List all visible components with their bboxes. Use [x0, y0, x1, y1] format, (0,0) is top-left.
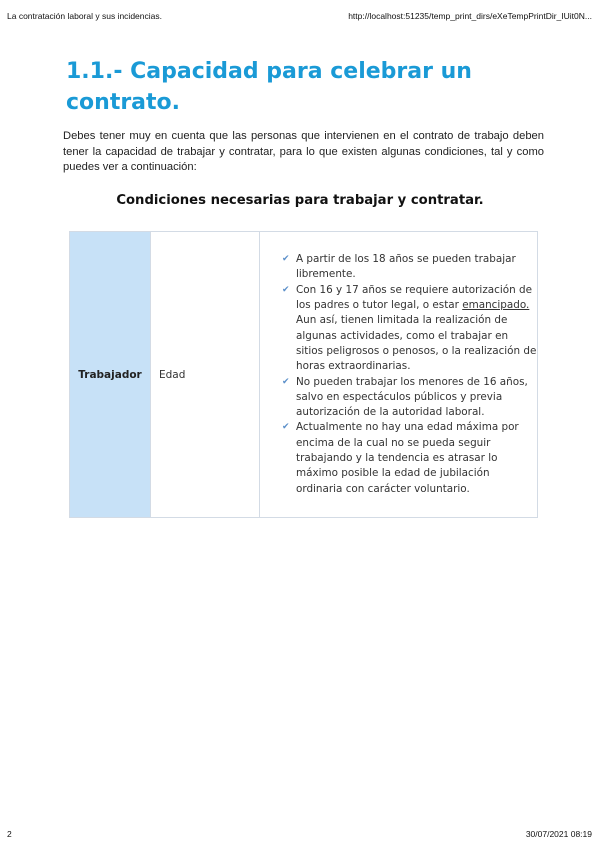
section-title: 1.1.- Capacidad para celebrar un contrato. — [66, 59, 472, 115]
table-subtitle: Condiciones necesarias para trabajar y contratar. — [116, 193, 484, 208]
header-doc-title: La contratación laboral y sus incidencias. — [7, 11, 162, 21]
list-item — [282, 420, 537, 496]
conditions-table — [69, 231, 538, 518]
check-icon: ✔ — [282, 284, 290, 295]
check-icon: ✔ — [282, 422, 290, 433]
list-item — [282, 375, 537, 421]
emancipado-link[interactable]: emancipado. — [462, 299, 530, 312]
footer-page-number: 2 — [7, 829, 12, 839]
condition-text: No pueden trabajar los menores de 16 años, salvo en espectáculos públicos y previa autorización de la autoridad laboral. — [296, 375, 528, 419]
header-url: http://localhost:51235/temp_print_dirs/eXeTempPrintDir_IUit0N... — [348, 11, 592, 21]
conditions-list — [260, 252, 537, 497]
list-item — [282, 252, 537, 283]
condition-text: Con 16 y 17 años se requiere autorización de los padres o tutor legal, o estar — [296, 283, 532, 312]
check-icon: ✔ — [282, 376, 290, 387]
condition-text: Actualmente no hay una edad máxima por encima de la cual no se pueda seguir trabajando y la tendencia es atrasar lo máximo posible la edad de jubilación ordinaria con carácter voluntario. — [296, 421, 519, 495]
condition-text-cont: Aun así, tienen limitada la realización de algunas actividades, como el trabajar en sitios peligrosos o penosos, o la realización de horas extraordinarias. — [296, 314, 537, 373]
category-cell: Edad — [151, 232, 260, 518]
intro-paragraph: Debes tener muy en cuenta que las personas que intervienen en el contrato de trabajo deben tener la capacidad de trabajar y contratar, para lo que existen algunas condiciones, tal y como puedes ver a continuación: — [63, 130, 544, 174]
row-header-trabajador: Trabajador — [70, 232, 151, 518]
check-icon: ✔ — [282, 254, 290, 265]
conditions-cell — [260, 232, 538, 518]
list-item — [282, 283, 537, 375]
table-row — [70, 232, 538, 518]
condition-text: A partir de los 18 años se pueden trabajar libremente. — [296, 253, 516, 281]
footer-datetime: 30/07/2021 08:19 — [525, 829, 592, 839]
